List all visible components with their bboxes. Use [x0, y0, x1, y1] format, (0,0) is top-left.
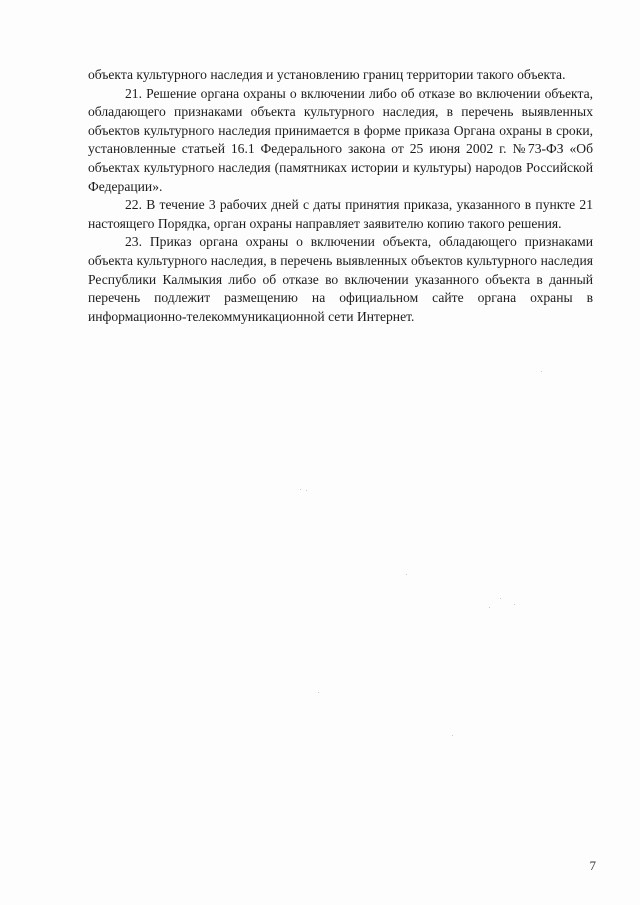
paragraph-22: 22. В течение 3 рабочих дней с даты принятия приказа, указанного в пункте 21 настоящего Порядка, орган охраны направляет заявителю копию такого решения.: [88, 197, 593, 231]
paragraph-continuation: объекта культурного наследия и установлению границ территории такого объекта.: [88, 67, 566, 82]
scan-speck: [489, 607, 490, 608]
scan-speck: [541, 371, 542, 372]
paragraph-23: 23. Приказ органа охраны о включении объекта, обладающего признаками объекта культурного наследия, в перечень выявленных объектов культурного наследия Республики Калмыкия либо об отказе во включении указанного объекта в данный перечень подлежит размещению на официальном сайте органа охраны в информационно-телекоммуникационной сети Интернет.: [88, 234, 593, 324]
scan-speck: [306, 490, 307, 491]
scan-speck: [300, 489, 301, 490]
paragraph-21: 21. Решение органа охраны о включении либо об отказе во включении объекта, обладающего признаками объекта культурного наследия, в перечень выявленных объектов культурного наследия принимается в форме приказа Органа охраны в сроки, установленные статьей 16.1 Федерального закона от 25 июня 2002 г. №73-ФЗ «Об объектах культурного наследия (памятниках истории и культуры) народов Российской Федерации».: [88, 85, 593, 194]
page-number: 7: [589, 858, 596, 873]
scan-speck: [406, 574, 407, 575]
scan-speck: [500, 598, 501, 599]
document-body: [88, 66, 593, 326]
scan-speck: [318, 692, 319, 693]
scan-speck: [452, 735, 453, 736]
scan-speck: [514, 604, 515, 605]
